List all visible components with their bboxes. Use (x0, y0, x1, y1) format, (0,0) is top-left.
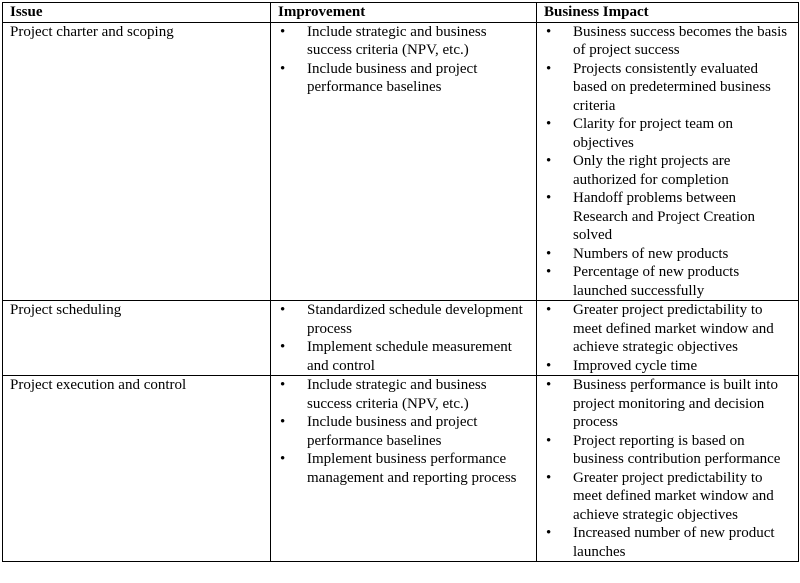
list-item (544, 23, 792, 60)
business-impact-text: Handoff problems between Research and Project Creation solved (573, 190, 756, 243)
list-item (278, 23, 530, 60)
bullet-icon: • (546, 116, 552, 132)
bullet-icon: • (280, 414, 286, 430)
business-impact-text: Greater project predictability to meet defined market window and achieve strategic objectives (573, 302, 774, 355)
list-item (544, 524, 792, 561)
list-item (278, 301, 530, 338)
business-impact-cell (537, 376, 799, 562)
business-impact-text: Business performance is built into project monitoring and decision process (573, 377, 778, 430)
improvement-text: Include strategic and business success criteria (NPV, etc.) (307, 23, 487, 58)
issue-cell: Project execution and control (3, 376, 271, 562)
improvement-text: Implement business performance management and reporting process (307, 451, 517, 486)
business-impact-text: Projects consistently evaluated based on predetermined business criteria (573, 60, 771, 114)
header-row (3, 3, 799, 23)
list-item (544, 301, 792, 357)
improvement-text: Include strategic and business success criteria (NPV, etc.) (307, 377, 487, 412)
bullet-icon: • (280, 377, 286, 393)
bullet-icon: • (546, 377, 552, 393)
business-impact-text: Percentage of new products launched successfully (573, 264, 740, 299)
list-item (278, 376, 530, 413)
improvement-cell (271, 301, 537, 376)
list-item (278, 450, 530, 487)
improvement-text: Standardized schedule development process (307, 302, 523, 337)
list-item (544, 115, 792, 152)
header-business-impact: Business Impact (537, 3, 799, 23)
business-impact-list (544, 23, 792, 301)
bullet-icon: • (280, 23, 286, 40)
business-impact-text: Increased number of new product launches (573, 525, 775, 560)
bullet-icon: • (546, 525, 552, 541)
business-impact-cell (537, 22, 799, 301)
list-item (544, 189, 792, 245)
table-row (3, 301, 799, 376)
list-item (544, 376, 792, 432)
bullet-icon: • (546, 302, 552, 318)
header-issue: Issue (3, 3, 271, 23)
business-impact-text: Only the right projects are authorized for completion (573, 153, 731, 188)
table-body (3, 22, 799, 562)
bullet-icon: • (546, 469, 552, 486)
bullet-icon: • (280, 451, 286, 467)
bullet-icon: • (546, 357, 552, 374)
business-impact-text: Clarity for project team on objectives (573, 116, 733, 151)
list-item (544, 263, 792, 300)
business-impact-text: Numbers of new products (573, 245, 729, 262)
bullet-icon: • (280, 339, 286, 355)
bullet-icon: • (280, 302, 286, 318)
header-improvement: Improvement (271, 3, 537, 23)
business-impact-list (544, 301, 792, 375)
table-row (3, 22, 799, 301)
business-impact-list (544, 376, 792, 561)
improvement-text: Implement schedule measurement and control (307, 339, 512, 374)
business-impact-text: Business success becomes the basis of project success (573, 23, 788, 58)
issue-cell: Project charter and scoping (3, 22, 271, 301)
list-item (278, 60, 530, 97)
list-item (544, 152, 792, 189)
bullet-icon: • (280, 60, 286, 77)
bullet-icon: • (546, 432, 552, 449)
business-impact-text: Improved cycle time (573, 357, 698, 374)
table-row (3, 376, 799, 562)
list-item (278, 338, 530, 375)
list-item (544, 357, 792, 376)
improvement-list (278, 301, 530, 375)
list-item (544, 60, 792, 116)
improvement-text: Include business and project performance baselines (307, 60, 478, 95)
list-item (278, 413, 530, 450)
business-impact-cell (537, 301, 799, 376)
list-item (544, 469, 792, 525)
bullet-icon: • (546, 23, 552, 40)
improvement-cell (271, 22, 537, 301)
bullet-icon: • (546, 190, 552, 206)
improvement-text: Include business and project performance baselines (307, 414, 478, 449)
bullet-icon: • (546, 60, 552, 77)
improvement-cell (271, 376, 537, 562)
bullet-icon: • (546, 245, 552, 262)
improvement-list (278, 23, 530, 97)
improvement-list (278, 376, 530, 487)
list-item (544, 432, 792, 469)
bullet-icon: • (546, 264, 552, 280)
business-impact-text: Greater project predictability to meet defined market window and achieve strategic objectives (573, 469, 774, 523)
issue-cell: Project scheduling (3, 301, 271, 376)
business-impact-text: Project reporting is based on business contribution performance (573, 432, 781, 467)
issue-improvement-impact-table (2, 2, 799, 562)
bullet-icon: • (546, 153, 552, 169)
list-item (544, 245, 792, 264)
